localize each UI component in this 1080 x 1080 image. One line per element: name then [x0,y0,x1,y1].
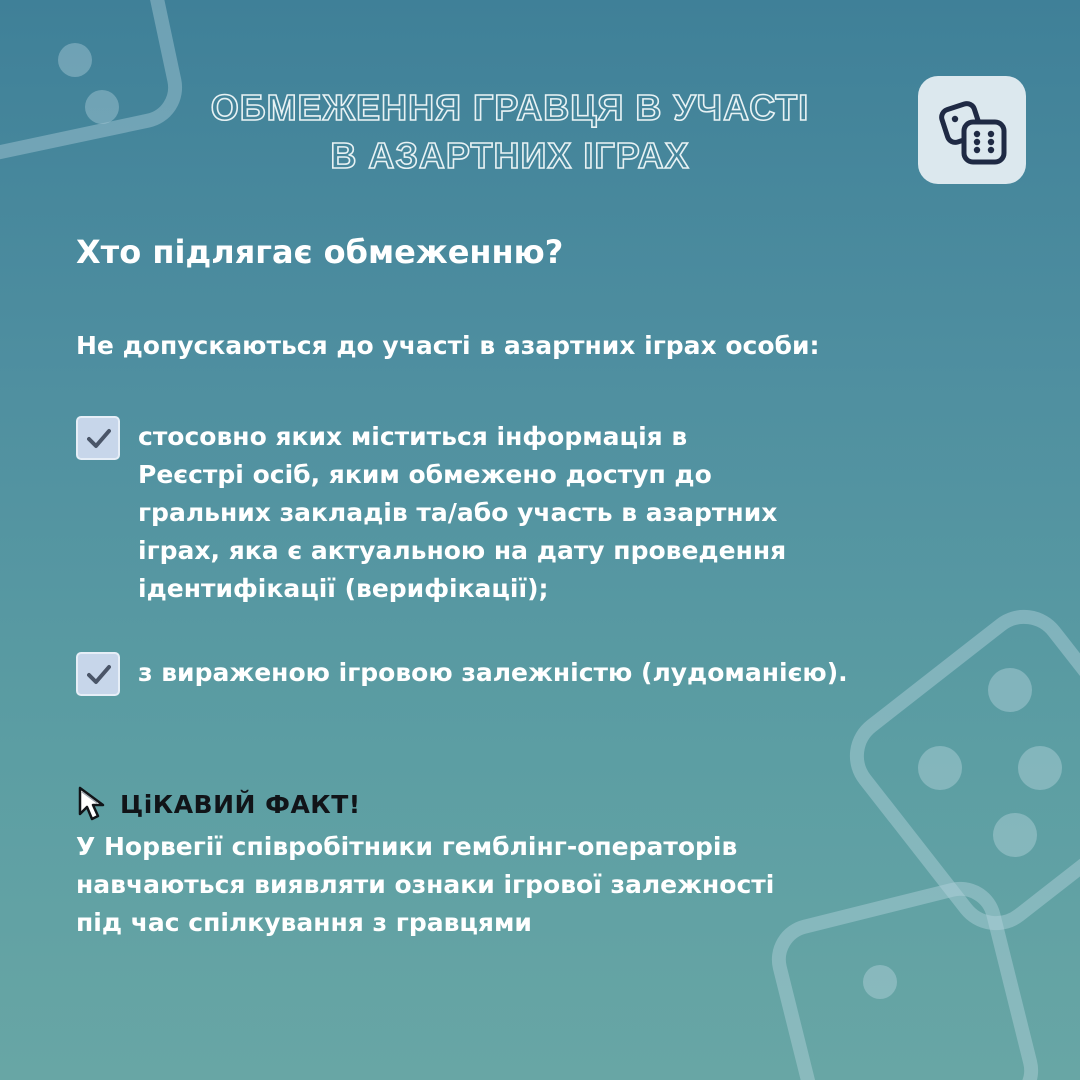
dice-decoration-bottom-right-dot [863,965,897,999]
fun-fact-header [76,782,976,826]
cursor-icon [76,784,114,824]
fun-fact-line: під час спілкування з гравцями [76,908,532,937]
checkbox-checked-icon [76,416,120,460]
checkbox-checked-icon [76,652,120,696]
section-subheading: Не допускаються до участі в азартних іграх особи: [76,331,820,360]
fun-fact-line: навчаються виявляти ознаки ігрової залежності [76,870,775,899]
page-title [140,84,880,180]
list-item-line: іграх, яка є актуальною на дату проведення [138,536,787,565]
fun-fact [76,782,976,942]
page-title-line-1: ОБМЕЖЕННЯ ГРАВЦЯ В УЧАСТІ [210,87,810,128]
list-item-line: ідентифікації (верифікації); [138,574,549,603]
dice-decoration-top-left-dots [58,43,119,124]
list-item-line: Реєстрі осіб, яким обмежено доступ до [138,460,712,489]
fun-fact-title: ЦіКАВИЙ ФАКТ! [120,789,361,819]
fun-fact-line: У Норвегії співробітники гемблінг-операторів [76,832,738,861]
dice-logo [918,76,1026,184]
list-item-text [138,418,998,608]
fun-fact-text [76,828,976,942]
section-heading: Хто підлягає обмеженню? [76,233,564,271]
list-item-line: стосовно яких міститься інформація в [138,422,688,451]
dice-icon [918,76,1026,184]
page-title-line-2: В АЗАРТНИХ ІГРАХ [330,135,690,176]
list-item-text [138,654,998,692]
list-item-line: гральних закладів та/або участь в азартних [138,498,778,527]
list-item-line: з вираженою ігровою залежністю (лудоманією). [138,658,848,687]
